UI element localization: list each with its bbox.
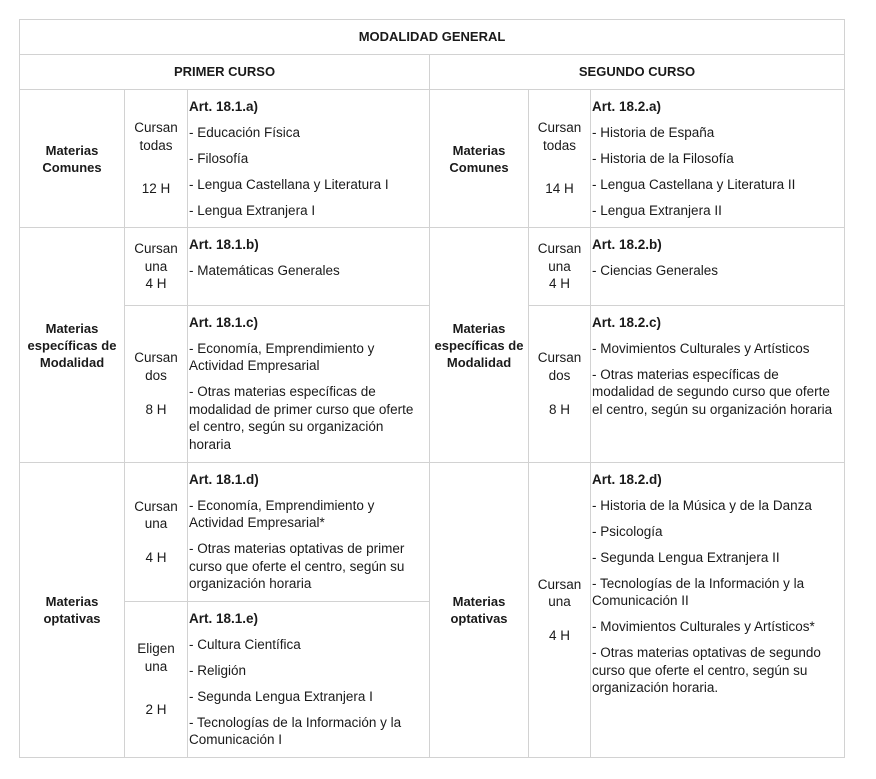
subject-item: - Historia de España bbox=[592, 125, 715, 140]
cursan-label: Cursan una bbox=[134, 498, 178, 532]
primer-especificas-c-subjects bbox=[188, 306, 430, 463]
cursan-label: Eligen una bbox=[137, 641, 175, 674]
subject-item: - Economía, Emprendimiento y Actividad Empresarial bbox=[189, 341, 375, 374]
subject-item: - Otras materias optativas de segundo curso que oferte el centro, según su organización horaria. bbox=[592, 645, 821, 696]
cursan-label: Cursan todas bbox=[537, 120, 582, 153]
subject-item: - Tecnologías de la Información y la Comunicación I bbox=[189, 715, 402, 748]
subject-item: - Historia de la Filosofía bbox=[592, 151, 734, 166]
primer-especificas-b-cursan-cell bbox=[125, 228, 188, 306]
segundo-comunes-cursan-cell bbox=[529, 90, 591, 228]
hours-label: 14 H bbox=[545, 181, 574, 197]
primer-optativas-category: Materias optativas bbox=[20, 463, 125, 758]
hours-label: 12 H bbox=[141, 181, 171, 197]
subject-item: - Historia de la Música y de la Danza bbox=[592, 498, 812, 513]
hours-label: 4 H bbox=[548, 276, 570, 292]
cursan-label: Cursan una bbox=[134, 241, 178, 274]
segundo-optativas-d-subjects bbox=[591, 463, 845, 758]
table-title: MODALIDAD GENERAL bbox=[20, 20, 845, 55]
primer-especificas-c-cursan-cell bbox=[125, 306, 188, 463]
primer-comunes-category: Materias Comunes bbox=[20, 90, 125, 228]
article-ref: Art. 18.2.d) bbox=[592, 472, 662, 487]
segundo-optativas-d-cursan-cell bbox=[529, 463, 591, 758]
subject-item: - Educación Física bbox=[189, 125, 301, 140]
hours-label: 8 H bbox=[548, 402, 570, 418]
segundo-optativas-category: Materias optativas bbox=[430, 463, 529, 758]
subject-item: - Otras materias específicas de modalidad de primer curso que oferte el centro, según su organización horaria bbox=[189, 384, 414, 452]
hours-label: 4 H bbox=[548, 627, 570, 643]
subject-item: - Otras materias optativas de primer curso que oferte el centro, según su organización horaria bbox=[189, 541, 405, 592]
subject-item: - Segunda Lengua Extranjera I bbox=[189, 689, 373, 704]
subject-item: - Otras materias específicas de modalidad de segundo curso que oferte el centro, según su organización horaria bbox=[592, 367, 833, 417]
segundo-comunes-subjects bbox=[591, 90, 845, 228]
cursan-label: Cursan dos bbox=[537, 350, 582, 383]
subject-item: - Lengua Castellana y Literatura II bbox=[592, 177, 796, 192]
subject-item: - Lengua Extranjera II bbox=[592, 203, 722, 218]
primer-optativas-e-cursan-cell bbox=[125, 602, 188, 758]
subject-item: - Movimientos Culturales y Artísticos* bbox=[592, 619, 815, 635]
article-ref: Art. 18.1.e) bbox=[189, 611, 259, 626]
subject-item: - Segunda Lengua Extranjera II bbox=[592, 550, 780, 565]
subject-item: - Movimientos Culturales y Artísticos bbox=[592, 341, 810, 356]
subject-item: - Religión bbox=[189, 663, 247, 678]
primer-especificas-category: Materias específicas de Modalidad bbox=[20, 228, 125, 463]
primer-optativas-d-cursan-cell bbox=[125, 463, 188, 602]
segundo-comunes-category: Materias Comunes bbox=[430, 90, 529, 228]
subject-item: - Lengua Castellana y Literatura I bbox=[189, 177, 389, 192]
subject-item: - Lengua Extranjera I bbox=[189, 203, 316, 218]
subject-item: - Matemáticas Generales bbox=[189, 263, 340, 278]
article-ref: Art. 18.1.a) bbox=[189, 99, 259, 114]
article-ref: Art. 18.2.a) bbox=[592, 99, 662, 114]
cursan-label: Cursan una bbox=[537, 241, 582, 274]
subject-item: - Economía, Emprendimiento y Actividad Empresarial* bbox=[189, 498, 375, 531]
primer-comunes-cursan-cell bbox=[125, 90, 188, 228]
subject-item: - Psicología bbox=[592, 524, 663, 539]
primer-optativas-d-subjects bbox=[188, 463, 430, 602]
cursan-label: Cursan todas bbox=[134, 120, 178, 153]
subject-item: - Ciencias Generales bbox=[592, 263, 719, 278]
segundo-especificas-c-subjects bbox=[591, 306, 845, 463]
segundo-especificas-b-subjects bbox=[591, 228, 845, 306]
hours-label: 4 H bbox=[145, 549, 167, 565]
primer-comunes-subjects bbox=[188, 90, 430, 228]
primer-optativas-e-subjects bbox=[188, 602, 430, 758]
subject-item: - Cultura Científica bbox=[189, 637, 301, 652]
segundo-especificas-c-cursan-cell bbox=[529, 306, 591, 463]
hours-label: 2 H bbox=[145, 702, 167, 718]
subject-item: - Filosofía bbox=[189, 151, 249, 166]
modalidad-table bbox=[19, 19, 845, 758]
hours-label: 8 H bbox=[145, 402, 167, 418]
segundo-curso-header: SEGUNDO CURSO bbox=[430, 55, 845, 90]
hours-label: 4 H bbox=[145, 276, 167, 292]
primer-especificas-b-subjects bbox=[188, 228, 430, 306]
cursan-label: Cursan una bbox=[537, 576, 582, 610]
article-ref: Art. 18.1.d) bbox=[189, 472, 259, 487]
segundo-especificas-b-cursan-cell bbox=[529, 228, 591, 306]
cursan-label: Cursan dos bbox=[134, 350, 178, 383]
article-ref: Art. 18.2.c) bbox=[592, 315, 662, 330]
article-ref: Art. 18.1.c) bbox=[189, 315, 259, 330]
article-ref: Art. 18.1.b) bbox=[189, 237, 259, 252]
article-ref: Art. 18.2.b) bbox=[592, 237, 662, 252]
primer-curso-header: PRIMER CURSO bbox=[20, 55, 430, 90]
segundo-especificas-category: Materias específicas de Modalidad bbox=[430, 228, 529, 463]
subject-item: - Tecnologías de la Información y la Comunicación II bbox=[592, 576, 805, 609]
